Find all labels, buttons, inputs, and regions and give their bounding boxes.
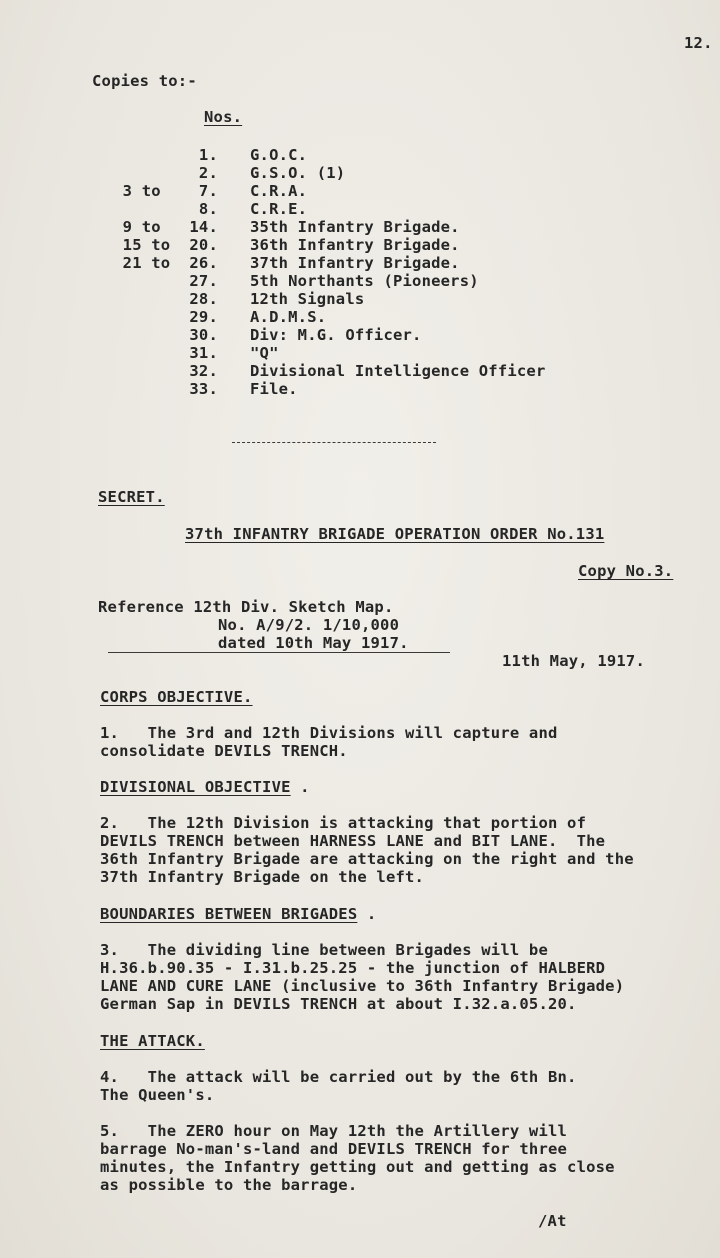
paragraph-line: 2. The 12th Division is attacking that portion of xyxy=(100,814,587,832)
section-heading: BOUNDARIES BETWEEN BRIGADES xyxy=(100,905,358,923)
copy-name: A.D.M.S. xyxy=(250,308,327,326)
copy-num: 27. xyxy=(189,272,218,290)
paragraph-line: LANE AND CURE LANE (inclusive to 36th Infantry Brigade) xyxy=(100,977,625,995)
copy-name: "Q" xyxy=(250,344,279,362)
copy-num: 3 to 7. xyxy=(122,182,218,200)
paragraph-line: as possible to the barrage. xyxy=(100,1176,358,1194)
copy-name: Div: M.G. Officer. xyxy=(250,326,422,344)
copy-name: G.O.C. xyxy=(250,146,308,164)
reference-rule xyxy=(108,652,450,653)
copy-num: 8. xyxy=(198,200,218,218)
paragraph-line: minutes, the Infantry getting out and getting as close xyxy=(100,1158,615,1176)
copy-num: 31. xyxy=(189,344,218,362)
section-heading-row: BOUNDARIES BETWEEN BRIGADES . xyxy=(100,905,377,923)
copy-name: Divisional Intelligence Officer xyxy=(250,362,546,380)
secret-label: SECRET. xyxy=(98,488,165,506)
copy-num: 28. xyxy=(189,290,218,308)
paragraph-line: 5. The ZERO hour on May 12th the Artillery will xyxy=(100,1122,568,1140)
copy-name: 35th Infantry Brigade. xyxy=(250,218,460,236)
copy-name: G.S.O. (1) xyxy=(250,164,346,182)
reference-line: Reference 12th Div. Sketch Map. xyxy=(98,598,394,616)
paragraph-line: 1. The 3rd and 12th Divisions will capture and xyxy=(100,724,558,742)
copy-name: C.R.E. xyxy=(250,200,308,218)
copy-num: 33. xyxy=(189,380,218,398)
order-title: 37th INFANTRY BRIGADE OPERATION ORDER No.131 xyxy=(185,525,605,543)
paragraph-line: H.36.b.90.35 - I.31.b.25.25 - the junction of HALBERD xyxy=(100,959,606,977)
copy-num: 29. xyxy=(189,308,218,326)
reference-line: dated 10th May 1917. xyxy=(218,634,409,652)
copies-heading: Copies to:- xyxy=(92,72,197,90)
copy-name: 36th Infantry Brigade. xyxy=(250,236,460,254)
section-heading: CORPS OBJECTIVE. xyxy=(100,688,253,706)
paragraph-line: 37th Infantry Brigade on the left. xyxy=(100,868,425,886)
paragraph-line: DEVILS TRENCH between HARNESS LANE and BIT LANE. The xyxy=(100,832,606,850)
copy-num: 15 to 20. xyxy=(122,236,218,254)
paragraph-line: 4. The attack will be carried out by the 6th Bn. xyxy=(100,1068,577,1086)
paragraph-line: The Queen's. xyxy=(100,1086,215,1104)
copy-number: Copy No.3. xyxy=(578,562,674,580)
paragraph-line: 3. The dividing line between Brigades will be xyxy=(100,941,548,959)
section-heading-row: DIVISIONAL OBJECTIVE . xyxy=(100,778,310,796)
copy-name: File. xyxy=(250,380,298,398)
copy-num: 9 to 14. xyxy=(122,218,218,236)
copy-num: 21 to 26. xyxy=(122,254,218,272)
copy-name: C.R.A. xyxy=(250,182,308,200)
copy-num: 32. xyxy=(189,362,218,380)
copy-num: 1. xyxy=(198,146,218,164)
copy-name: 12th Signals xyxy=(250,290,365,308)
section-heading: THE ATTACK. xyxy=(100,1032,205,1050)
paragraph-line: German Sap in DEVILS TRENCH at about I.32.a.05.20. xyxy=(100,995,577,1013)
reference-line: No. A/9/2. 1/10,000 xyxy=(218,616,400,634)
copy-num: 2. xyxy=(198,164,218,182)
paragraph-line: barrage No-man's-land and DEVILS TRENCH for three xyxy=(100,1140,568,1158)
paragraph-line: 36th Infantry Brigade are attacking on the right and the xyxy=(100,850,634,868)
separator-rule xyxy=(232,442,436,443)
order-date: 11th May, 1917. xyxy=(502,652,645,670)
copy-name: 5th Northants (Pioneers) xyxy=(250,272,479,290)
section-heading: DIVISIONAL OBJECTIVE xyxy=(100,778,291,796)
copy-name: 37th Infantry Brigade. xyxy=(250,254,460,272)
nos-heading: Nos. xyxy=(204,108,243,126)
copy-num: 30. xyxy=(189,326,218,344)
catchword: /At xyxy=(538,1212,567,1230)
paragraph-line: consolidate DEVILS TRENCH. xyxy=(100,742,348,760)
page-number: 12. xyxy=(684,34,713,52)
